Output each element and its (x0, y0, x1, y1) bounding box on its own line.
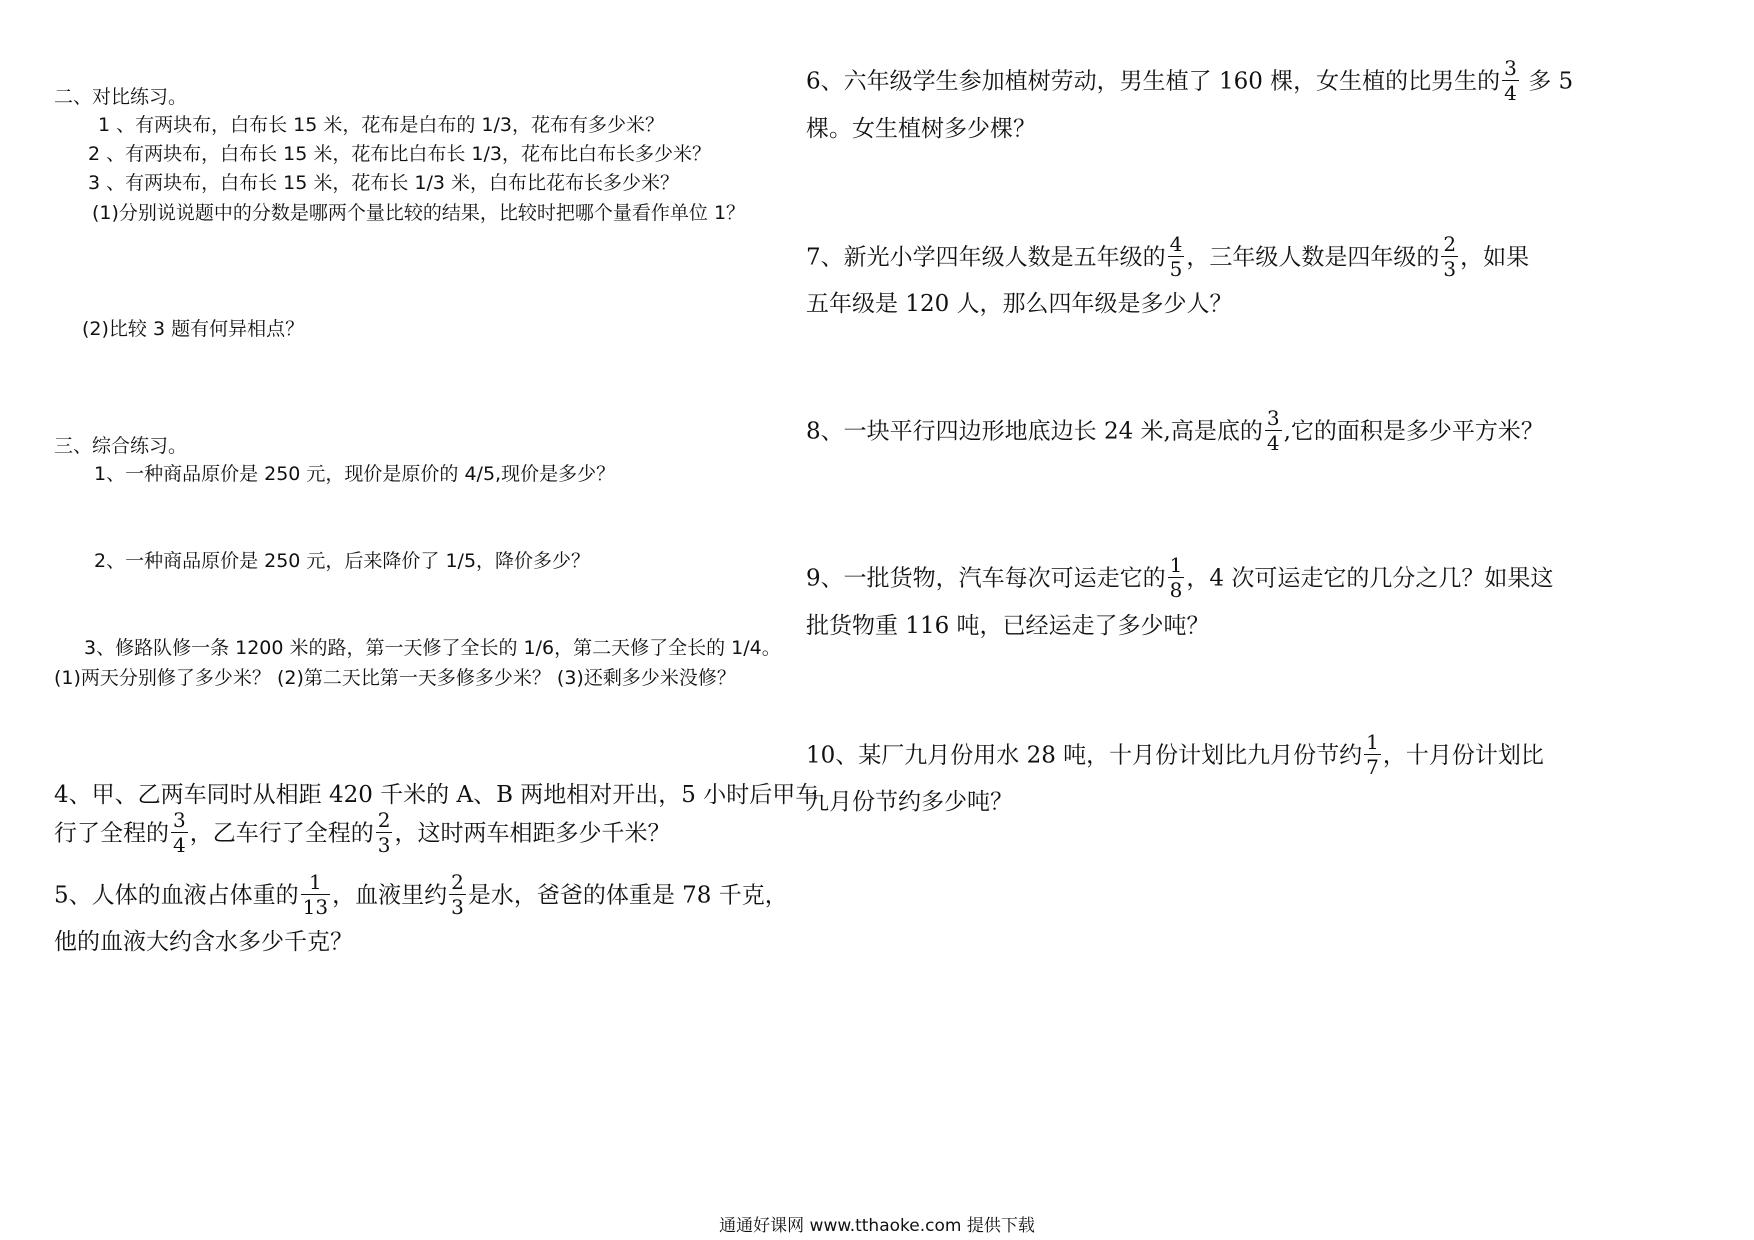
sec3-question-3: 3、修路队修一条 1200 米的路，第一天修了全长的 1/6，第二天修了全长的 1/4。 (84, 637, 781, 659)
sec2-question-3: 3 、有两块布，白布长 15 米，花布长 1/3 米，白布比花布长多少米？ (88, 172, 680, 194)
sec2-subquestion-2: (2)比较 3 题有何异相点？ (82, 318, 305, 340)
sec3-question-2: 2、一种商品原价是 250 元，后来降价了 1/5，降价多少？ (94, 550, 591, 572)
sec2-subquestion-1: (1)分别说说题中的分数是哪两个量比较的结果，比较时把哪个量看作单位 1？ (92, 202, 746, 224)
question-7-line-1: 7、新光小学四年级人数是五年级的 $\frac{4}{5}$ ，三年级人数是四年级的 $\frac{2}{3}$ ，如果 (806, 232, 1530, 281)
question-8: 8、一块平行四边形地底边长 24 米,高是底的 $\frac{3}{4}$ ,它的面积是多少平方米？ (806, 406, 1544, 455)
sec2-question-2: 2 、有两块布，白布长 15 米，花布比白布长 1/3，花布比白布长多少米？ (88, 143, 712, 165)
question-4-line-1: 4、甲、乙两车同时从相距 420 千米的 A、B 两地相对开出，5 小时后甲车 (54, 782, 819, 808)
fraction: $\frac{1}{13}$ (302, 870, 329, 919)
question-6-line-2: 棵。女生植树多少棵？ (806, 116, 1036, 142)
fraction: $\frac{3}{4}$ (1504, 56, 1517, 105)
question-10-line-1: 10、某厂九月份用水 28 吨，十月份计划比九月份节约 $\frac{1}{7}$ ，十月份计划比 (806, 730, 1544, 779)
fraction: $\frac{2}{3}$ (377, 808, 391, 857)
fraction: $\frac{3}{4}$ (1266, 406, 1280, 455)
question-7-line-2: 五年级是 120 人，那么四年级是多少人？ (806, 291, 1233, 317)
fraction: $\frac{4}{5}$ (1169, 232, 1183, 281)
fraction: $\frac{3}{4}$ (173, 808, 186, 857)
question-4-line-2: 行了全程的 $\frac{3}{4}$ ，乙车行了全程的 $\frac{2}{3}$ ，这时两车相距多少千米？ (54, 808, 671, 857)
question-5-line-2: 他的血液大约含水多少千克？ (54, 929, 353, 955)
fraction: $\frac{1}{8}$ (1169, 553, 1183, 602)
section-2-title: 二、对比练习。 (54, 86, 188, 108)
question-9-line-1: 9、一批货物，汽车每次可运走它的 $\frac{1}{8}$ ，4 次可运走它的几分之几？如果这 (806, 553, 1554, 602)
section-3-title: 三、综合练习。 (54, 435, 188, 457)
fraction: $\frac{1}{7}$ (1366, 730, 1379, 779)
question-9-line-2: 批货物重 116 吨，已经运走了多少吨？ (806, 613, 1210, 639)
fraction: $\frac{2}{3}$ (1443, 232, 1457, 281)
sec3-question-1: 1、一种商品原价是 250 元，现价是原价的 4/5,现价是多少？ (94, 463, 616, 485)
question-10-line-2: 九月份节约多少吨？ (806, 789, 1013, 815)
question-5-line-1: 5、人体的血液占体重的 $\frac{1}{13}$ ，血液里约 $\frac{2}{3}$ 是水，爸爸的体重是 78 千克， (54, 870, 788, 919)
fraction: $\frac{2}{3}$ (451, 870, 464, 919)
sec2-question-1: 1 、有两块布，白布长 15 米，花布是白布的 1/3，花布有多少米？ (98, 114, 665, 136)
footer-source: 通通好课网 www.tthaoke.com 提供下载 (719, 1216, 1035, 1236)
question-6-line-1: 6、六年级学生参加植树劳动，男生植了 160 棵，女生植的比男生的 $\frac{3}{4}$ 多 5 (806, 56, 1574, 105)
sec3-question-3-subquestions: (1)两天分别修了多少米？ (2)第二天比第一天多修多少米？ (3)还剩多少米没修？ (54, 667, 736, 689)
